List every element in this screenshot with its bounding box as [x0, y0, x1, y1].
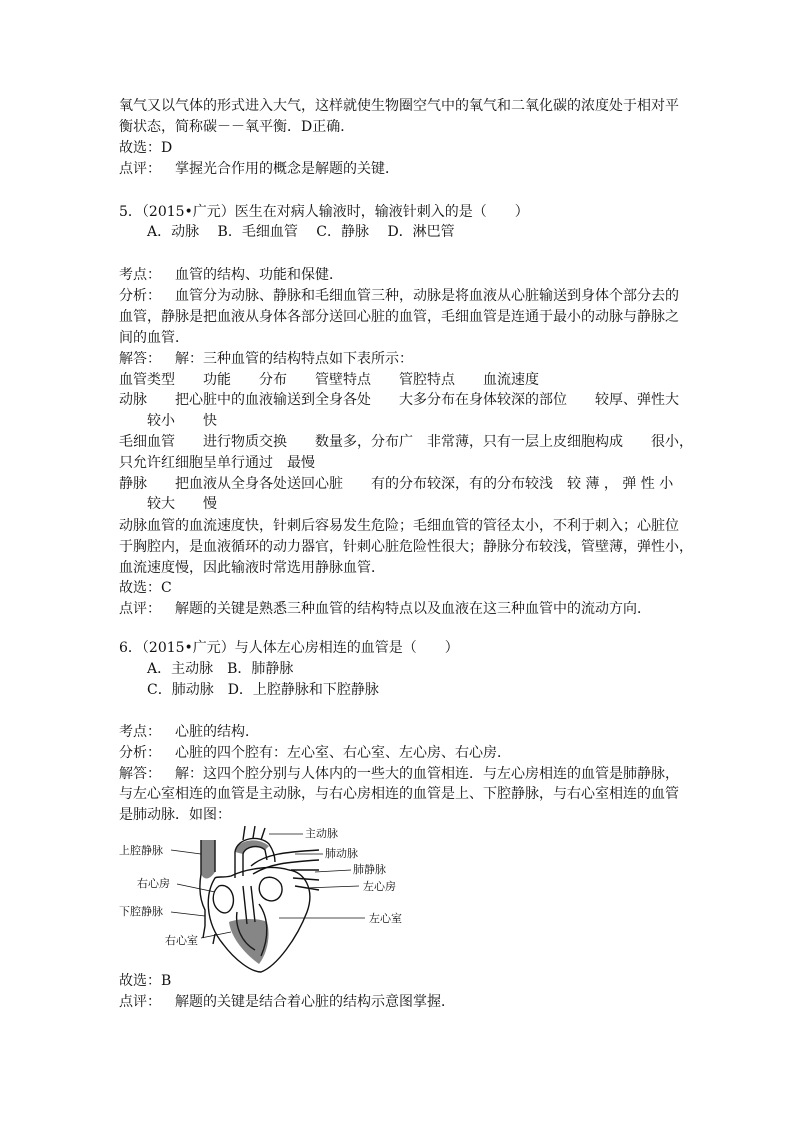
text-line: 与左心室相连的血管是主动脉，与右心房相连的血管是上、下腔静脉，与右心室相连的血管: [119, 786, 679, 802]
kaodian-text: 血管的结构、功能和保健．: [175, 267, 343, 283]
comment-text: 掌握光合作用的概念是解题的关键．: [175, 161, 399, 177]
kaodian-label: 考点：: [119, 267, 161, 283]
text-line: 动脉血管的血流速度快，针刺后容易发生危险；毛细血管的管径太小，不利于刺入；心脏位: [119, 518, 679, 534]
fenxi-text: 心脏的四个腔有：左心室、右心室、左心房、右心房．: [175, 745, 511, 761]
question-options: A．主动脉 B．肺静脉: [147, 661, 294, 677]
comment-label: 点评：: [119, 601, 161, 617]
comment-label: 点评：: [119, 161, 161, 177]
text-line: 血流速度慢，因此输液时常选用静脉血管．: [119, 560, 385, 576]
table-row-artery-cont: 较小 快: [147, 413, 217, 429]
fenxi-line: [119, 743, 511, 763]
comment-label: 点评：: [119, 994, 161, 1010]
table-row-vein-cont: 较大 慢: [147, 496, 217, 512]
fenxi-label: 分析：: [119, 745, 161, 761]
question-options: C．肺动脉 D．上腔静脉和下腔静脉: [147, 682, 379, 698]
answer-line: 故选：C: [119, 580, 172, 596]
jieda-line: [119, 349, 413, 369]
label-inferior-vena-cava: 下腔静脉: [119, 905, 163, 918]
kaodian-line: [119, 722, 259, 742]
answer-line: 故选：D: [119, 140, 173, 156]
label-aorta: 主动脉: [305, 827, 338, 840]
kaodian-label: 考点：: [119, 724, 161, 740]
fenxi-text: 血管分为动脉、静脉和毛细血管三种，动脉是将血液从心脏输送到身体个部分去的: [175, 288, 679, 304]
fenxi-label: 分析：: [119, 288, 161, 304]
kaodian-text: 心脏的结构．: [175, 724, 259, 740]
label-left-atrium: 左心房: [363, 880, 396, 893]
text-line: 是肺动脉．如图：: [119, 807, 231, 823]
answer-line: 故选：B: [119, 973, 172, 989]
table-header: 血管类型 功能 分布 管壁特点 管腔特点 血流速度: [119, 372, 539, 388]
table-row-artery: 动脉 把心脏中的血液输送到全身各处 大多分布在身体较深的部位 较厚、弹性大: [119, 392, 679, 408]
comment-line: [119, 599, 651, 619]
table-row-capillary: 毛细血管 进行物质交换 数量多，分布广 非常薄，只有一层上皮细胞构成 很小，: [119, 434, 693, 450]
text-line: 间的血管．: [119, 330, 189, 346]
fenxi-line: [119, 286, 679, 306]
comment-line: [119, 992, 455, 1012]
jieda-label: 解答：: [119, 766, 161, 782]
label-right-atrium: 右心房: [137, 877, 170, 890]
label-right-ventricle: 右心室: [165, 934, 198, 947]
jieda-text: 解：三种血管的结构特点如下表所示：: [175, 351, 413, 367]
label-left-ventricle: 左心室: [369, 912, 402, 925]
label-pulmonary-vein: 肺静脉: [353, 863, 386, 876]
text-line: 血管，静脉是把血液从身体各部分送回心脏的血管，毛细血管是连通于最小的动脉与静脉之: [119, 309, 679, 325]
table-row-capillary-cont: 只允许红细胞呈单行通过 最慢: [119, 455, 315, 471]
jieda-text: 解：这四个腔分别与人体内的一些大的血管相连．与左心房相连的血管是肺静脉，: [175, 766, 679, 782]
question-stem: 5．（2015•广元）医生在对病人输液时，输液针刺入的是（ ）: [119, 204, 529, 220]
question-stem: 6．（2015•广元）与人体左心房相连的血管是（ ）: [119, 640, 459, 656]
text-line: 衡状态，简称碳－－氧平衡．D正确．: [119, 119, 355, 135]
text-line: 氧气又以气体的形式进入大气，这样就使生物圈空气中的氧气和二氧化碳的浓度处于相对平: [119, 98, 679, 114]
comment-line: [119, 159, 399, 179]
heart-diagram: [119, 826, 419, 974]
kaodian-line: [119, 265, 343, 285]
heart-illustration: [119, 826, 419, 974]
question-options: A．动脉 B．毛细血管 C．静脉 D．淋巴管: [147, 224, 455, 240]
text-line: 于胸腔内，是血液循环的动力器官，针刺心脏危险性很大；静脉分布较浅，管壁薄，弹性小，: [119, 539, 693, 555]
comment-text: 解题的关键是熟悉三种血管的结构特点以及血液在这三种血管中的流动方向．: [175, 601, 651, 617]
label-pulmonary-artery: 肺动脉: [325, 847, 358, 860]
jieda-label: 解答：: [119, 351, 161, 367]
label-superior-vena-cava: 上腔静脉: [119, 844, 163, 857]
table-row-vein: 静脉 把血液从全身各处送回心脏 有的分布较深，有的分布较浅 较 薄 ， 弹 性 小: [119, 476, 674, 492]
jieda-line: [119, 764, 679, 784]
comment-text: 解题的关键是结合着心脏的结构示意图掌握．: [175, 994, 455, 1010]
